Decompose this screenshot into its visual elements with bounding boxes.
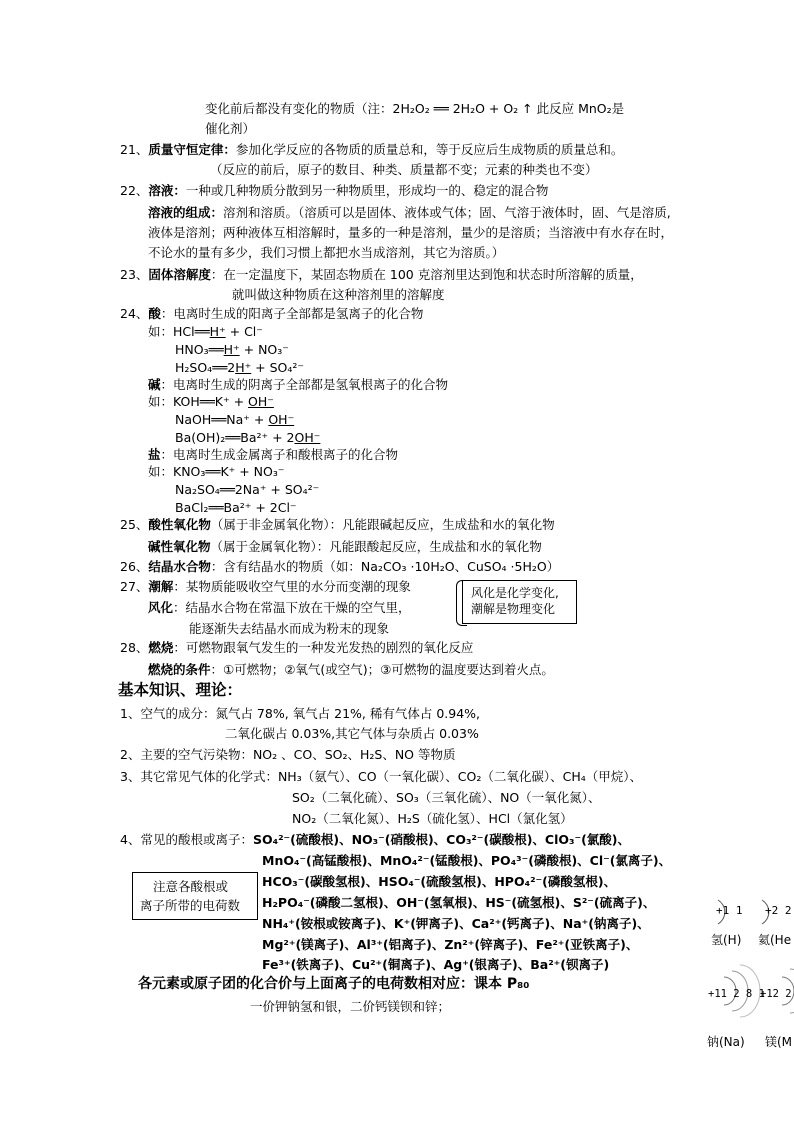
text-line: 盐：电离时生成金属离子和酸根离子的化合物 [148,447,399,462]
item-23: 23、固体溶解度：在一定温度下，某固态物质在 100 克溶剂里达到饱和状态时所溶解的质量， [120,267,643,282]
equation: HNO₃══H⁺ + NO₃⁻ [175,342,289,357]
equation: 如：KOH══K⁺ + OH⁻ [148,394,274,409]
sodium-label: 钠(Na) [707,1035,745,1049]
text-line: 燃烧的条件：①可燃物；②氧气(或空气)；③可燃物的温度要达到着火点。 [148,662,554,677]
text-line: 二氧化碳占 0.03%,其它气体与杂质占 0.03% [225,726,479,741]
magnesium-label: 镁(M [765,1035,793,1049]
magnesium-nucleus: +12 2 [760,988,792,1000]
charge-note-box [132,872,258,920]
ion-line: H₂PO₄⁻(磷酸二氢根)、OH⁻(氢氧根)、HS⁻(硫氢根)、S²⁻(硫离子)、 [262,895,656,910]
equation: 如：KNO₃══K⁺ + NO₃⁻ [148,464,285,479]
ion-line: NH₄⁺(铵根或铵离子)、K⁺(钾离子)、Ca²⁺(钙离子)、Na⁺(钠离子)、 [262,916,650,931]
item-22: 22、溶液：一种或几种物质分散到另一种物质里，形成均一的、稳定的混合物 [120,183,549,198]
text-line: 2、主要的空气污染物：NO₂ 、CO、SO₂、H₂S、NO 等物质 [120,747,456,762]
equation: Ba(OH)₂══Ba²⁺ + 2OH⁻ [175,430,321,445]
helium-label: 氦(He [758,933,792,947]
text-line: 碱：电离时生成的阴离子全部都是氢氧根离子的化合物 [148,377,449,392]
note-line: 潮解是物理变化 [471,602,556,616]
text-line: 碱性氧化物（属于金属氧化物）：凡能跟酸起反应，生成盐和水的氧化物 [148,539,542,554]
text-line: 3、其它常见气体的化学式：NH₃（氨气）、CO（一氧化碳）、CO₂（二氧化碳）、CH₄（甲烷）、 [120,769,642,784]
note-line: 离子所带的电荷数 [140,898,241,913]
text-line: 就叫做这种物质在这种溶剂里的溶解度 [232,287,445,302]
item-4: 4、常见的酸根或离子：SO₄²⁻(硫酸根)、NO₃⁻(硝酸根)、CO₃²⁻(碳酸根)、ClO₃⁻(氯酸)、 [120,832,631,847]
text-line: 风化：结晶水合物在常温下放在干燥的空气里， [148,600,411,615]
text-line: 催化剂） [205,121,256,136]
weathering-note-box [462,580,577,624]
item-26: 26、结晶水合物：含有结晶水的物质（如：Na₂CO₃ ·10H₂O、CuSO₄ ·5H₂O） [120,559,560,574]
sodium-nucleus: +11 2 8 1 [708,988,765,1000]
equation: BaCl₂══Ba²⁺ + 2Cl⁻ [175,500,297,515]
text-line: 溶液的组成：溶剂和溶质。（溶质可以是固体、液体或气体；固、气溶于液体时，固、气是溶质, [148,205,671,220]
hydrogen-nucleus: +1 1 [716,904,743,917]
item-21: 21、质量守恒定律：参加化学反应的各物质的质量总和，等于反应后生成物质的质量总和。 [120,142,624,157]
item-25: 25、酸性氧化物（属于非金属氧化物）：凡能跟碱起反应，生成盐和水的氧化物 [120,517,555,532]
text-line: SO₂（二氧化硫）、SO₃（三氧化硫）、NO（一氧化氮）、 [292,790,601,805]
hydrogen-label: 氢(H) [711,933,742,947]
text-line: 一价钾钠氢和银，二价钙镁钡和锌； [250,999,451,1014]
ion-line: HCO₃⁻(碳酸氢根)、HSO₄⁻(硫酸氢根)、HPO₄²⁻(磷酸氢根)、 [262,874,617,889]
section-heading: 基本知识、理论： [118,681,243,699]
equation: Na₂SO₄══2Na⁺ + SO₄²⁻ [175,482,320,497]
note-line: 风化是化学变化, [471,586,559,600]
note-line: 注意各酸根或 [153,879,229,894]
helium-nucleus: +2 2 [765,904,792,917]
text-line: （反应的前后，原子的数目、种类、质量都不变；元素的种类也不变） [210,162,598,177]
text-line: NO₂（二氧化氮）、H₂S（硫化氢）、HCl（氯化氢） [292,811,573,826]
text-line: 液体是溶剂；两种液体互相溶解时，量多的一种是溶剂，量少的是溶质；当溶液中有水存在时， [148,225,674,240]
text-line: 能逐渐失去结晶水而成为粉末的现象 [189,621,390,636]
item-28: 28、燃烧：可燃物跟氧气发生的一种发光发热的剧烈的氧化反应 [120,640,474,655]
equation: 如：HCl══H⁺ + Cl⁻ [148,324,263,339]
text-line: 变化前后都没有变化的物质（注：2H₂O₂ ══ 2H₂O + O₂ ↑ 此反应 MnO₂是 [205,101,625,116]
text-line: 1、空气的成分：氮气占 78%, 氧气占 21%, 稀有气体占 0.94%, [120,706,481,721]
equation: H₂SO₄══2H⁺ + SO₄²⁻ [175,360,305,375]
item-27: 27、潮解：某物质能吸收空气里的水分而变潮的现象 [120,579,411,594]
item-24: 24、酸：电离时生成的阳离子全部都是氢离子的化合物 [120,306,424,321]
ion-line: Fe³⁺(铁离子)、Cu²⁺(铜离子)、Ag⁺(银离子)、Ba²⁺(钡离子) [262,957,610,972]
ion-line: MnO₄⁻(高锰酸根)、MnO₄²⁻(锰酸根)、PO₄³⁻(磷酸根)、Cl⁻(氯离子)、 [262,853,672,868]
valence-heading: 各元素或原子团的化合价与上面离子的电荷数相对应：课本 P₈₀ [138,976,530,992]
text-line: 不论水的量有多少，我们习惯上都把水当成溶剂，其它为溶质。） [148,245,505,260]
ion-line: Mg²⁺(镁离子)、Al³⁺(铝离子)、Zn²⁺(锌离子)、Fe²⁺(亚铁离子)、 [262,937,639,952]
equation: NaOH══Na⁺ + OH⁻ [175,412,295,427]
